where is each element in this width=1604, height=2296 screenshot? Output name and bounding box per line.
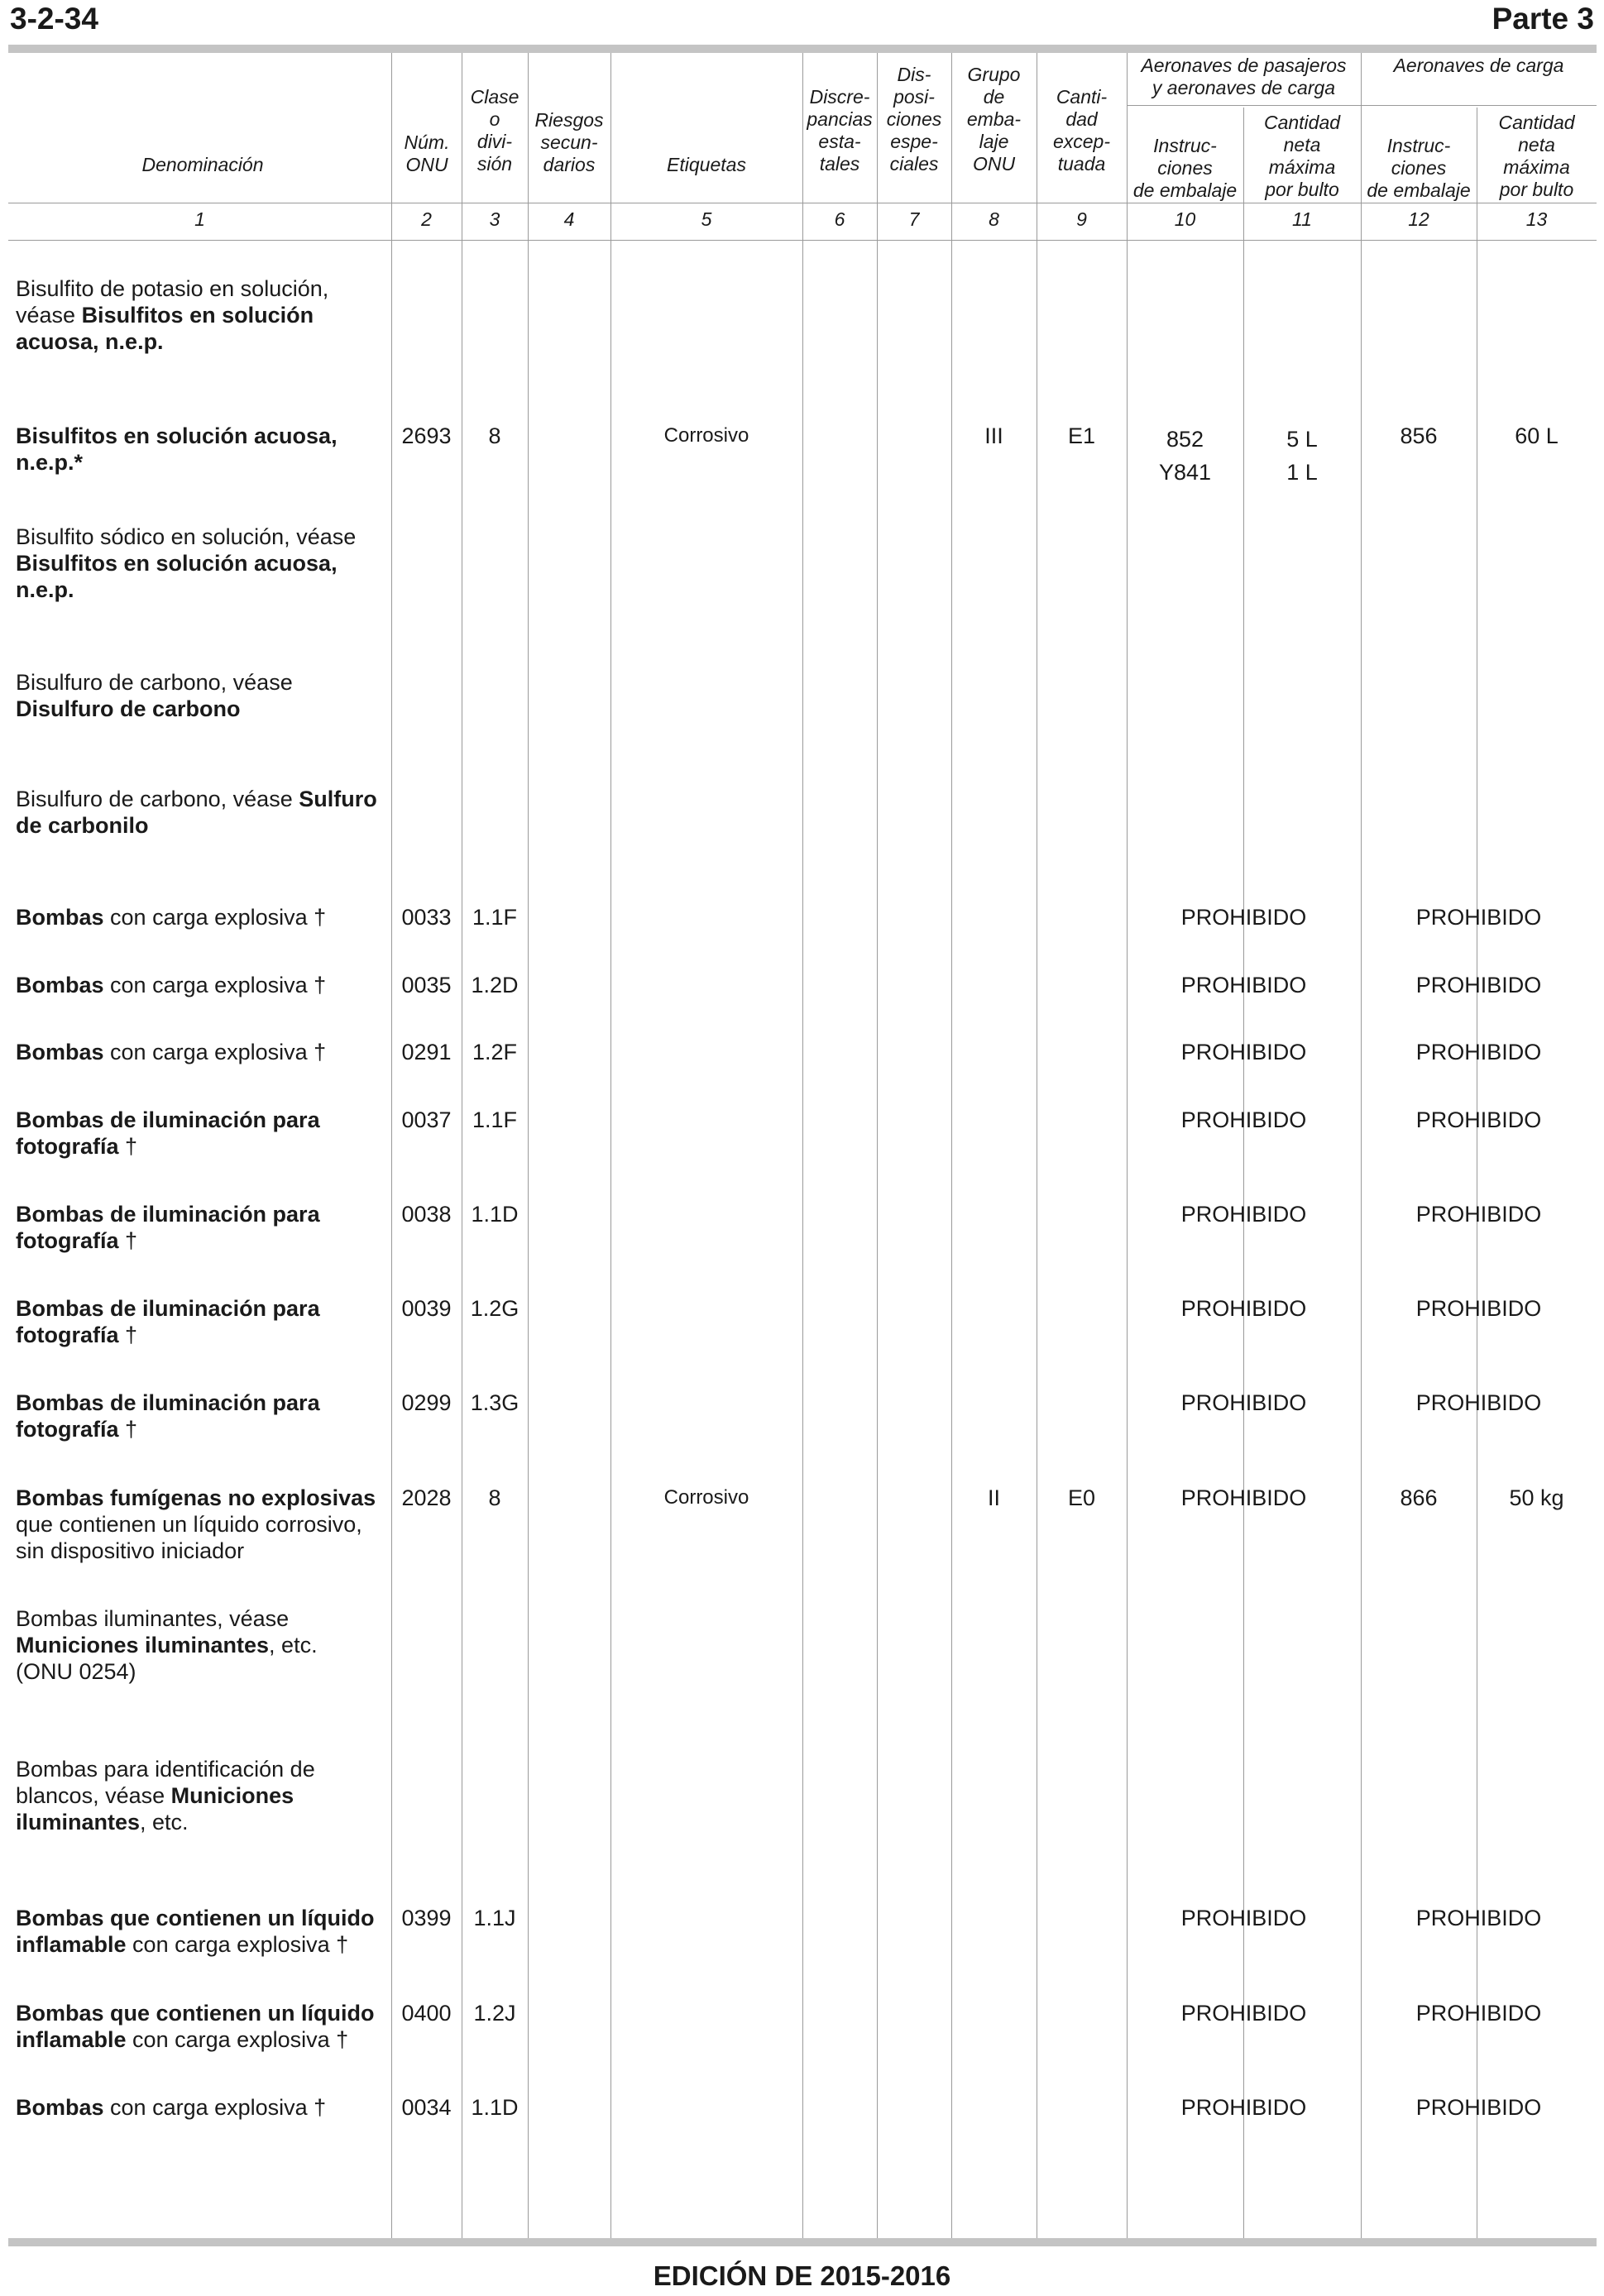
passenger-aircraft-status: PROHIBIDO xyxy=(1180,1390,1307,1415)
substance-name-bold: de carbonilo xyxy=(16,813,149,838)
substance-name-bold: Bombas de iluminación para xyxy=(16,1296,320,1321)
cargo-aircraft-status: PROHIBIDO xyxy=(1415,1202,1542,1227)
passenger-packing-instruction-line: Y841 xyxy=(1158,460,1212,485)
substance-name xyxy=(16,1756,392,1835)
un-number: 0399 xyxy=(401,1906,452,1930)
substance-name-bold: fotografía xyxy=(16,1323,119,1347)
substance-name-text: con carga explosiva † xyxy=(126,2027,349,2052)
substance-name-text: con carga explosiva † xyxy=(103,905,327,930)
cargo-max-quantity: 60 L xyxy=(1515,423,1559,448)
column-number: 3 xyxy=(489,208,500,230)
cargo-aircraft-status: PROHIBIDO xyxy=(1415,2001,1542,2026)
header-disposiciones: Dis- posi- ciones espe- ciales xyxy=(886,64,942,175)
hazard-label: Corrosivo xyxy=(663,424,749,447)
substance-name-text: Bisulfito sódico en solución, véase xyxy=(16,524,357,549)
column-number-rule xyxy=(8,240,1597,241)
passenger-packing-instruction xyxy=(1127,423,1243,489)
un-number: 0033 xyxy=(401,905,452,930)
column-number: 2 xyxy=(421,208,432,230)
substance-name xyxy=(16,1905,392,1958)
class-division: 1.1J xyxy=(473,1906,516,1930)
substance-name-text: Bombas para identificación de xyxy=(16,1757,315,1782)
column-number: 4 xyxy=(563,208,575,230)
cargo-aircraft-status: PROHIBIDO xyxy=(1415,973,1542,997)
substance-name xyxy=(16,669,392,722)
un-number: 0400 xyxy=(401,2001,452,2026)
un-number: 0039 xyxy=(401,1296,452,1321)
cargo-max-quantity: 50 kg xyxy=(1509,1485,1564,1510)
column-number: 8 xyxy=(989,208,999,230)
passenger-max-quantity-line: 1 L xyxy=(1286,460,1318,485)
col-divider xyxy=(528,53,529,2238)
edition-footer: EDICIÓN DE 2015-2016 xyxy=(653,2260,951,2291)
cargo-packing-instruction: 866 xyxy=(1400,1485,1438,1510)
cargo-aircraft-status: PROHIBIDO xyxy=(1415,2095,1542,2120)
class-division: 1.2D xyxy=(471,973,519,997)
substance-name-text: blancos, véase xyxy=(16,1783,171,1808)
column-number: 11 xyxy=(1292,208,1312,230)
passenger-aircraft-status: PROHIBIDO xyxy=(1180,1485,1307,1510)
substance-name-bold: inflamable xyxy=(16,2027,127,2052)
class-division: 1.1F xyxy=(472,905,518,930)
un-number: 0034 xyxy=(401,2095,452,2120)
header-etiquetas: Etiquetas xyxy=(667,154,746,175)
hazard-label: Corrosivo xyxy=(663,1486,749,1509)
substance-name-bold: Bisulfitos en solución xyxy=(81,303,314,328)
substance-name-text: Bisulfito de potasio en solución, xyxy=(16,276,329,301)
substance-name-bold: fotografía xyxy=(16,1228,119,1253)
passenger-aircraft-status: PROHIBIDO xyxy=(1180,905,1307,930)
substance-name-bold: Municiones xyxy=(170,1783,294,1808)
passenger-aircraft-status: PROHIBIDO xyxy=(1180,2095,1307,2120)
substance-name-text: véase xyxy=(16,303,82,328)
top-rule xyxy=(8,45,1597,53)
col-divider xyxy=(802,53,803,2238)
header-num-onu: Núm. ONU xyxy=(404,132,450,175)
substance-name xyxy=(16,786,392,839)
packing-group: II xyxy=(987,1485,1000,1510)
substance-name xyxy=(16,972,392,998)
column-number: 13 xyxy=(1525,208,1548,230)
substance-name-text: † xyxy=(118,1417,138,1442)
header-cantidad-neta-carga: Cantidad neta máxima por bulto xyxy=(1498,112,1575,200)
cargo-aircraft-status: PROHIBIDO xyxy=(1415,1107,1542,1132)
un-number: 0291 xyxy=(401,1040,452,1064)
passenger-aircraft-status: PROHIBIDO xyxy=(1180,1202,1307,1227)
substance-name xyxy=(16,275,392,355)
column-number: 7 xyxy=(908,208,920,230)
column-number: 1 xyxy=(194,208,205,230)
class-division: 1.1D xyxy=(471,2095,519,2120)
substance-name-text: con carga explosiva † xyxy=(103,2095,327,2120)
substance-name-bold: fotografía xyxy=(16,1417,119,1442)
column-number: 6 xyxy=(834,208,845,230)
column-number: 5 xyxy=(701,208,712,230)
un-number: 0038 xyxy=(401,1202,452,1227)
packing-group: III xyxy=(984,423,1003,448)
column-number: 9 xyxy=(1076,208,1087,230)
substance-name-bold: inflamable xyxy=(16,1932,127,1957)
substance-name-bold: Bombas xyxy=(16,905,104,930)
substance-name xyxy=(16,2000,392,2053)
substance-name-text: , etc. xyxy=(140,1810,189,1834)
substance-name-text: , etc. xyxy=(269,1633,318,1657)
substance-name-bold: Bombas de iluminación para xyxy=(16,1107,320,1132)
substance-name-text: que contienen un líquido corrosivo, xyxy=(16,1512,362,1537)
substance-name-bold: Bombas fumígenas no explosivas xyxy=(16,1485,376,1510)
header-aeronaves-pasajeros: Aeronaves de pasajeros y aeronaves de carga xyxy=(1141,55,1347,98)
header-instrucciones-carga: Instruc- ciones de embalaje xyxy=(1367,135,1471,201)
substance-name xyxy=(16,1485,392,1564)
header-discrepancias: Discre- pancias esta- tales xyxy=(807,86,873,175)
header-aeronaves-carga: Aeronaves de carga xyxy=(1393,55,1564,76)
substance-name-text: † xyxy=(118,1134,138,1159)
substance-name xyxy=(16,423,392,476)
un-number: 2028 xyxy=(401,1485,452,1510)
bottom-rule xyxy=(8,2238,1597,2246)
substance-name-bold: acuosa, n.e.p. xyxy=(16,329,164,354)
cargo-aircraft-status: PROHIBIDO xyxy=(1415,1390,1542,1415)
page-part: Parte 3 xyxy=(1491,2,1594,36)
header-denominacion: Denominación xyxy=(141,154,264,175)
substance-name xyxy=(16,1107,392,1160)
substance-name-text: † xyxy=(118,1228,138,1253)
substance-name-bold: fotografía xyxy=(16,1134,119,1159)
passenger-packing-instruction-line: 852 xyxy=(1166,427,1204,452)
substance-name-bold: n.e.p.* xyxy=(16,450,84,475)
substance-name-bold: iluminantes xyxy=(16,1810,141,1834)
class-division: 1.1D xyxy=(471,1202,519,1227)
excepted-quantity: E0 xyxy=(1067,1485,1096,1510)
substance-name xyxy=(16,2094,392,2121)
substance-name-bold: Bombas de iluminación para xyxy=(16,1202,320,1227)
substance-name-text: † xyxy=(118,1323,138,1347)
header-riesgos: Riesgos secun- darios xyxy=(534,109,604,175)
excepted-quantity: E1 xyxy=(1067,423,1096,448)
substance-name xyxy=(16,1201,392,1254)
substance-name-text: Bombas iluminantes, véase xyxy=(16,1606,290,1631)
col-divider xyxy=(610,53,611,2238)
substance-name xyxy=(16,904,392,930)
col-divider xyxy=(877,53,878,2238)
substance-name-text: sin dispositivo iniciador xyxy=(16,1538,245,1563)
page-section-number: 3-2-34 xyxy=(10,2,98,36)
substance-name-bold: Bombas xyxy=(16,973,104,997)
class-division: 1.2J xyxy=(473,2001,516,2026)
substance-name-bold: Bombas xyxy=(16,2095,104,2120)
substance-name-text: con carga explosiva † xyxy=(126,1932,349,1957)
un-number: 2693 xyxy=(401,423,452,448)
class-division: 8 xyxy=(488,423,501,448)
substance-name-bold: Bombas xyxy=(16,1040,104,1064)
substance-name xyxy=(16,1295,392,1348)
class-division: 1.1F xyxy=(472,1107,518,1132)
substance-name-bold: Bombas que contienen un líquido xyxy=(16,1906,375,1930)
un-number: 0035 xyxy=(401,973,452,997)
passenger-aircraft-status: PROHIBIDO xyxy=(1180,973,1307,997)
substance-name-bold: n.e.p. xyxy=(16,577,74,602)
header-grupo: Grupo de emba- laje ONU xyxy=(966,64,1022,175)
substance-name-bold: Disulfuro de carbono xyxy=(16,696,241,721)
cargo-packing-instruction: 856 xyxy=(1400,423,1438,448)
passenger-aircraft-status: PROHIBIDO xyxy=(1180,1107,1307,1132)
substance-name xyxy=(16,1605,392,1685)
substance-name xyxy=(16,524,392,603)
substance-name xyxy=(16,1390,392,1442)
substance-name-bold: Bisulfitos en solución acuosa, xyxy=(16,551,338,576)
substance-name-bold: Bombas de iluminación para xyxy=(16,1390,320,1415)
class-division: 8 xyxy=(488,1485,501,1510)
substance-name-text: (ONU 0254) xyxy=(16,1659,136,1684)
substance-name-text: Bisulfuro de carbono, véase xyxy=(16,787,299,811)
cargo-aircraft-status: PROHIBIDO xyxy=(1415,905,1542,930)
column-number: 12 xyxy=(1408,208,1429,230)
class-division: 1.2F xyxy=(472,1040,518,1064)
substance-name-bold: Bisulfitos en solución acuosa, xyxy=(16,423,338,448)
passenger-max-quantity-line: 5 L xyxy=(1286,427,1318,452)
substance-name xyxy=(16,1039,392,1065)
passenger-aircraft-status: PROHIBIDO xyxy=(1180,2001,1307,2026)
cargo-aircraft-status: PROHIBIDO xyxy=(1415,1906,1542,1930)
substance-name-bold: Sulfuro xyxy=(299,787,377,811)
passenger-aircraft-status: PROHIBIDO xyxy=(1180,1296,1307,1321)
un-number: 0037 xyxy=(401,1107,452,1132)
passenger-max-quantity xyxy=(1243,423,1361,489)
col-divider xyxy=(951,53,952,2238)
passenger-aircraft-status: PROHIBIDO xyxy=(1180,1906,1307,1930)
header-cantidad-exceptuada: Canti- dad excep- tuada xyxy=(1052,86,1111,175)
group-header-rule xyxy=(1127,105,1597,106)
header-instrucciones-pasajeros: Instruc- ciones de embalaje xyxy=(1132,135,1238,201)
header-clase: Clase o divi- sión xyxy=(470,86,520,175)
class-division: 1.3G xyxy=(470,1390,520,1415)
substance-name-text: Bisulfuro de carbono, véase xyxy=(16,670,293,695)
substance-name-text: con carga explosiva † xyxy=(103,973,327,997)
class-division: 1.2G xyxy=(470,1296,520,1321)
substance-name-bold: Bombas que contienen un líquido xyxy=(16,2001,375,2026)
cargo-aircraft-status: PROHIBIDO xyxy=(1415,1040,1542,1064)
column-number: 10 xyxy=(1174,208,1196,230)
cargo-aircraft-status: PROHIBIDO xyxy=(1415,1296,1542,1321)
header-cantidad-neta-pasajeros: Cantidad neta máxima por bulto xyxy=(1263,112,1341,200)
un-number: 0299 xyxy=(401,1390,452,1415)
passenger-aircraft-status: PROHIBIDO xyxy=(1180,1040,1307,1064)
substance-name-bold: Municiones iluminantes xyxy=(16,1633,270,1657)
substance-name-text: con carga explosiva † xyxy=(103,1040,327,1064)
